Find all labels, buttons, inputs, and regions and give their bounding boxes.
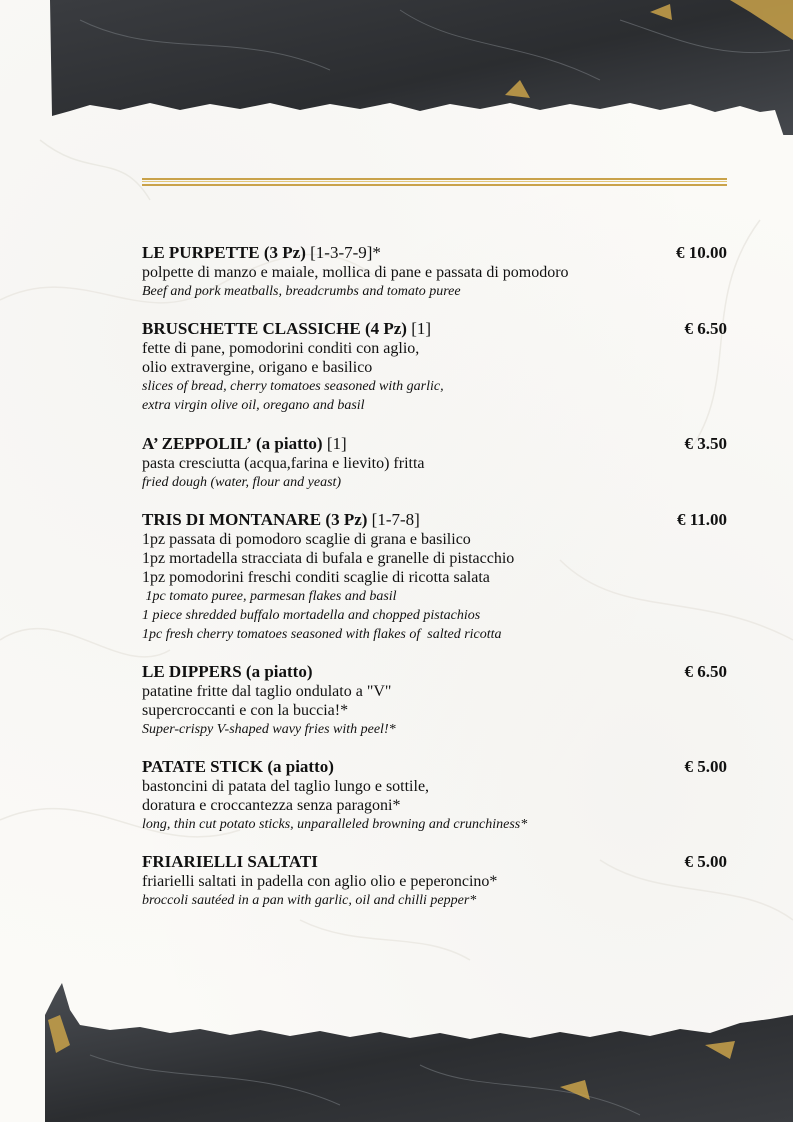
- menu-item-le-purpette: [142, 243, 727, 301]
- item-name: LE DIPPERS: [142, 662, 242, 681]
- item-name: A’ ZEPPOLIL’: [142, 434, 252, 453]
- item-name: FRIARIELLI SALTATI: [142, 852, 318, 871]
- item-price: € 3.50: [684, 434, 727, 453]
- item-name: BRUSCHETTE CLASSICHE: [142, 319, 361, 338]
- item-price: € 11.00: [676, 510, 727, 529]
- item-title: [142, 757, 727, 777]
- menu-list: [142, 243, 727, 928]
- item-title: [142, 434, 727, 454]
- item-description-en: 1pc fresh cherry tomatoes seasoned with flakes of salted ricotta: [142, 627, 502, 642]
- item-description-it: friarielli saltati in padella con aglio olio e peperoncino*: [142, 873, 498, 890]
- item-description-it: doratura e croccantezza senza paragoni*: [142, 797, 401, 814]
- item-title: [142, 510, 727, 530]
- item-quantity: (a piatto): [245, 662, 313, 681]
- item-name: LE PURPETTE: [142, 243, 260, 262]
- item-description-it: polpette di manzo e maiale, mollica di pane e passata di pomodoro: [142, 264, 569, 281]
- item-allergens: [1]: [326, 434, 347, 453]
- item-description-en: extra virgin olive oil, oregano and basil: [142, 398, 365, 413]
- item-description-it: patatine fritte dal taglio ondulato a "V": [142, 683, 392, 700]
- item-title: [142, 662, 727, 682]
- item-name: TRIS DI MONTANARE: [142, 510, 322, 529]
- item-description-it: 1pz pomodorini freschi conditi scaglie di ricotta salata: [142, 569, 490, 586]
- item-price: € 5.00: [684, 852, 727, 871]
- item-description-en: Super-crispy V-shaped wavy fries with peel!*: [142, 722, 396, 737]
- item-description-en: 1pc tomato puree, parmesan flakes and basil: [142, 589, 397, 604]
- item-description-it: fette di pane, pomodorini conditi con aglio,: [142, 340, 420, 357]
- item-quantity: (3 Pz): [263, 243, 306, 262]
- item-quantity: (a piatto): [267, 757, 334, 776]
- item-description-it: 1pz mortadella stracciata di bufala e granelle di pistacchio: [142, 550, 515, 567]
- menu-item-friarielli-saltati: [142, 852, 727, 910]
- item-price: € 6.50: [684, 662, 727, 681]
- item-description-en: slices of bread, cherry tomatoes seasoned with garlic,: [142, 379, 444, 394]
- menu-item-bruschette-classiche: [142, 319, 727, 415]
- item-description-it: supercroccanti e con la buccia!*: [142, 702, 349, 719]
- item-title: [142, 319, 727, 339]
- item-price: € 10.00: [676, 243, 727, 262]
- menu-item-le-dippers: [142, 662, 727, 739]
- item-description-it: pasta cresciutta (acqua,farina e lievito) fritta: [142, 455, 425, 472]
- item-title: [142, 243, 727, 263]
- item-quantity: (3 Pz): [325, 510, 368, 529]
- item-quantity: (a piatto): [255, 434, 323, 453]
- menu-item-tris-di-montanare: [142, 510, 727, 644]
- item-description-en: long, thin cut potato sticks, unparalleled browning and crunchiness*: [142, 817, 528, 832]
- item-description-en: Beef and pork meatballs, breadcrumbs and tomato puree: [142, 284, 461, 299]
- item-description-en: 1 piece shredded buffalo mortadella and chopped pistachios: [142, 608, 481, 623]
- item-description-en: broccoli sautéed in a pan with garlic, oil and chilli pepper*: [142, 893, 477, 908]
- item-description-it: bastoncini di patata del taglio lungo e sottile,: [142, 778, 430, 795]
- item-description-it: olio extravergine, origano e basilico: [142, 359, 373, 376]
- top-marble-border: [0, 0, 793, 135]
- item-price: € 5.00: [684, 757, 727, 776]
- item-description-it: 1pz passata di pomodoro scaglie di grana e basilico: [142, 531, 471, 548]
- menu-item-patate-stick: [142, 757, 727, 834]
- item-allergens: [1-3-7-9]*: [310, 243, 381, 262]
- bottom-marble-border: [0, 975, 793, 1122]
- menu-item-zeppolil: [142, 434, 727, 492]
- item-allergens: [1-7-8]: [371, 510, 420, 529]
- item-allergens: [1]: [411, 319, 432, 338]
- gold-divider: [142, 178, 727, 186]
- item-quantity: (4 Pz): [364, 319, 407, 338]
- item-price: € 6.50: [684, 319, 727, 338]
- item-description-en: fried dough (water, flour and yeast): [142, 475, 342, 490]
- item-name: PATATE STICK: [142, 757, 264, 776]
- item-title: [142, 852, 727, 872]
